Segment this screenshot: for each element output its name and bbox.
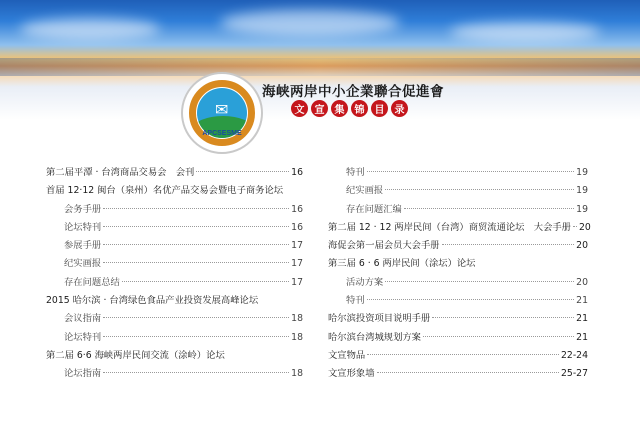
toc-entry-label: 文宣形象墙 bbox=[328, 368, 375, 380]
toc-entry-page: 19 bbox=[576, 203, 588, 215]
org-logo bbox=[181, 72, 263, 154]
toc-leader-dots bbox=[103, 244, 289, 245]
toc-entry-label: 海促会第一届会员大会手册 bbox=[328, 240, 440, 252]
toc-entry-page: 22-24 bbox=[560, 349, 588, 361]
seal-char: 锦 bbox=[351, 100, 368, 117]
toc-entry-page: 16 bbox=[291, 167, 303, 178]
toc-leader-dots bbox=[385, 281, 574, 282]
toc-entry-page: 21 bbox=[576, 295, 588, 307]
toc-entry-page: 20 bbox=[578, 221, 591, 233]
toc-leader-dots bbox=[103, 262, 289, 263]
toc-entry-label: 第三届 6 · 6 两岸民间（涂坛）论坛 bbox=[328, 258, 476, 270]
toc-entry-label: 首届 12·12 闽台（泉州）名优产品交易会暨电子商务论坛 bbox=[46, 185, 284, 197]
toc-leader-dots bbox=[385, 189, 574, 190]
toc-entry-page: 19 bbox=[576, 185, 588, 197]
toc-leader-dots bbox=[442, 244, 575, 245]
seal-char: 宣 bbox=[311, 100, 328, 117]
toc-leader-dots bbox=[423, 336, 574, 337]
toc-leader-dots bbox=[404, 208, 574, 209]
org-title: 海峡两岸中小企業聯合促進會 bbox=[262, 84, 444, 100]
toc-leader-dots bbox=[432, 317, 574, 318]
toc-entry-label: 论坛特刊 bbox=[64, 331, 102, 343]
toc-leader-dots bbox=[377, 372, 559, 373]
seal-char: 录 bbox=[391, 100, 408, 117]
seal-char: 目 bbox=[371, 100, 388, 117]
toc-entry-page: 16 bbox=[291, 221, 303, 233]
toc-entry-label: 文宣物品 bbox=[328, 349, 366, 361]
toc-entry-page: 25-27 bbox=[560, 368, 588, 380]
toc-entry[interactable] bbox=[46, 201, 303, 219]
toc-entry-page: 17 bbox=[291, 258, 303, 270]
toc-entry-label: 第二届平潭 · 台湾商品交易会 会刊 bbox=[46, 167, 195, 178]
bird-icon: ✉ bbox=[215, 100, 229, 119]
toc-entry-label: 第二届 6·6 海峡两岸民间交流（涂岭）论坛 bbox=[46, 349, 225, 361]
seal-char: 集 bbox=[331, 100, 348, 117]
toc-entry-label: 论坛指南 bbox=[64, 368, 102, 380]
toc-entry-label: 活动方案 bbox=[346, 276, 384, 288]
toc-entry-label: 存在问题汇编 bbox=[346, 203, 402, 215]
toc-entry-page: 19 bbox=[576, 167, 588, 178]
toc-leader-dots bbox=[367, 299, 575, 300]
toc-left-column bbox=[46, 164, 303, 384]
toc-entry-label: 哈尔滨台湾城规划方案 bbox=[328, 331, 421, 343]
toc-entry-page: 17 bbox=[291, 240, 303, 252]
toc-entry-label: 2015 哈尔滨 · 台湾绿色食品产业投资发展高峰论坛 bbox=[46, 295, 259, 307]
toc-leader-dots bbox=[122, 281, 289, 282]
cloud-decoration bbox=[220, 10, 400, 36]
toc-entry[interactable] bbox=[46, 274, 303, 292]
cloud-decoration bbox=[20, 18, 160, 40]
toc-entry[interactable] bbox=[328, 164, 588, 182]
toc-leader-dots bbox=[103, 336, 289, 337]
logo-acronym: APCSESME bbox=[202, 130, 242, 137]
header-banner bbox=[0, 0, 640, 150]
toc-leader-dots bbox=[103, 372, 289, 373]
toc-leader-dots bbox=[103, 317, 289, 318]
toc-entry[interactable] bbox=[328, 365, 588, 383]
toc-leader-dots bbox=[103, 226, 289, 227]
toc-leader-dots bbox=[367, 354, 559, 355]
toc-entry-page: 17 bbox=[291, 276, 303, 288]
toc-entry-page: 18 bbox=[291, 368, 303, 380]
toc-entry[interactable] bbox=[46, 310, 303, 328]
toc-entry-label: 会议指南 bbox=[64, 313, 102, 325]
toc-entry[interactable] bbox=[46, 164, 303, 182]
toc-entry-page: 18 bbox=[291, 331, 303, 343]
toc-entry-label: 会务手册 bbox=[64, 203, 102, 215]
toc-entry-page: 21 bbox=[576, 313, 588, 325]
toc-entry[interactable] bbox=[46, 237, 303, 255]
toc-entry-label: 存在问题总结 bbox=[64, 276, 120, 288]
toc-entry-page: 20 bbox=[576, 240, 588, 252]
toc-entry[interactable] bbox=[328, 201, 588, 219]
toc-entry-label: 论坛特刊 bbox=[64, 221, 102, 233]
toc-right-column bbox=[328, 164, 591, 384]
toc-entry-label: 纪实画报 bbox=[346, 185, 384, 197]
toc-entry[interactable] bbox=[46, 219, 303, 237]
toc-leader-dots bbox=[367, 171, 575, 172]
toc-entry-label: 参展手册 bbox=[64, 240, 102, 252]
toc-entry[interactable] bbox=[328, 237, 588, 255]
toc-entry-page: 16 bbox=[291, 203, 303, 215]
toc-entry-label: 哈尔滨投资项目说明手册 bbox=[328, 313, 431, 325]
toc-leader-dots bbox=[196, 171, 289, 172]
toc-entry-page: 18 bbox=[291, 313, 303, 325]
toc-leader-dots bbox=[103, 208, 289, 209]
toc-entry[interactable] bbox=[46, 365, 303, 383]
toc-entry[interactable] bbox=[328, 219, 591, 237]
toc-entry[interactable] bbox=[328, 274, 588, 292]
toc-entry[interactable] bbox=[328, 292, 588, 310]
toc-entry[interactable] bbox=[46, 182, 303, 200]
toc-entry-label: 特刊 bbox=[346, 167, 365, 178]
toc-entry[interactable] bbox=[328, 329, 588, 347]
toc-entry[interactable] bbox=[46, 255, 303, 273]
toc-entry[interactable] bbox=[328, 182, 588, 200]
toc-entry[interactable] bbox=[46, 347, 303, 365]
toc-entry[interactable] bbox=[328, 310, 588, 328]
toc-entry-page: 20 bbox=[576, 276, 588, 288]
toc-entry-page: 21 bbox=[576, 331, 588, 343]
toc-entry-label: 特刊 bbox=[346, 295, 365, 307]
toc-entry[interactable] bbox=[328, 255, 588, 273]
toc-entry-label: 第二届 12 · 12 两岸民间（台湾）商贸流通论坛 大会手册 bbox=[328, 221, 571, 233]
seal-char: 文 bbox=[291, 100, 308, 117]
toc-entry-label: 纪实画报 bbox=[64, 258, 102, 270]
toc-entry[interactable] bbox=[46, 329, 303, 347]
sea-horizon bbox=[0, 58, 640, 76]
cloud-decoration bbox=[450, 22, 600, 42]
toc-entry[interactable] bbox=[328, 347, 588, 365]
toc-leader-dots bbox=[573, 226, 577, 227]
section-title-seals bbox=[291, 100, 408, 117]
toc-entry[interactable] bbox=[46, 292, 303, 310]
